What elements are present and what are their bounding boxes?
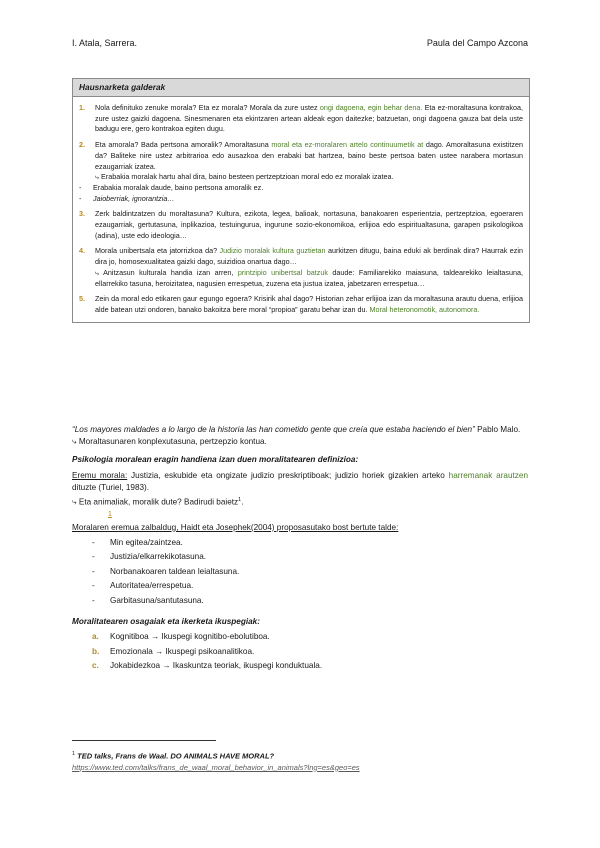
footnote-title: TED talks, Frans de Waal. DO ANIMALS HAVE MORAL? [77, 751, 275, 761]
question-2 [79, 140, 523, 183]
virtues-heading: Moralaren eremua zalbaldug, Haidt eta Josephek(2004) proposasutako bost bertute talde: [72, 522, 399, 532]
question-number: 5. [79, 294, 85, 304]
highlight-text: moral eta ez-moralaren artelo continuumetik at [271, 140, 424, 150]
question-4 [79, 246, 523, 289]
text-run: Eta ez-moraltasuna kontrakoa, zure ustez gaizki dagoena. Sinesmenaren eta ekintzaren artean aldeak egon daitezke; batzuetan, ongi dagoena gauza bat dela uste badugu ere, gero kontrakoa egiten dugu. [95, 103, 523, 134]
animals-note: ⤷ Eta animaliak, moralik dute? Badirudi baietz$^1$. [72, 497, 244, 507]
text-run: dituzte (Turiel, 1983). [72, 483, 150, 492]
text-run: Zein da moral edo etikaren gaur egungo egoera? Krisirik ahal dago? Historian zehar erlijioa izan da moraltasuna arautu duena, erlijioa alde batean utzi ondoren, banako bakoitza bere moral “propioa” garatu behar izan du. [95, 294, 523, 314]
question-number: 2. [79, 140, 85, 150]
definition-heading: Psikologia moralean eragin handiena izan duen moralitatearen definizioa: [72, 455, 359, 464]
virtue-item [72, 565, 528, 580]
virtue-text: Min egitea/zaintzea. [110, 537, 183, 547]
virtue-text: Autoritatea/errespetua. [110, 581, 194, 591]
virtue-item [72, 536, 528, 551]
virtue-item [72, 550, 528, 565]
text-run: ⤷ Eta animaliak, moralik dute? Badirudi baietz [72, 497, 239, 507]
question-1 [79, 103, 523, 135]
bullet: - [92, 566, 95, 576]
footnote [72, 749, 528, 773]
question-text [95, 140, 523, 183]
question-number: 3. [79, 209, 85, 219]
moral-domain-definition [72, 470, 528, 494]
quote-note: ⤷ Moraltasunaren konplexutasuna, pertzepzio kontua. [72, 437, 267, 446]
term-label: Eremu morala: [72, 471, 128, 480]
bullet: - [92, 595, 95, 605]
component-item [72, 630, 528, 645]
box-body [73, 97, 529, 322]
question-text: Zerk baldintzatzen du moraltasuna? Kultura, ezikota, legea, balioak, nortasuna, banakoaren esperientzia, pertzeptzioa, egoeraren ezaugarriak, gertutasuna, inplikazioa, testuingurua, ingurune sozio-ekonomikoa, erlijioa edo espiritualtasuna, garapen psikologikoa (adina), uste edo ideologia… [95, 209, 523, 240]
highlight-text: Moral heteronomotik, autonomora. [369, 304, 480, 314]
text-run: dago. Amoraltasuna existitzen da? Baliteke nire ustez arbitrarioa edo ausazkoa den erabaki bat hartzea, baino beste pertsoa baten ustee narabera mortasun ezaugarriak izatea. [95, 140, 523, 171]
highlight-text: ongi dagoena, egin behar dena. [319, 103, 423, 112]
question-3 [79, 209, 523, 241]
dash-item: - Jaioberriak, ignorantzia… [79, 193, 175, 203]
quote [72, 424, 528, 436]
dash-item: - Erabakia moralak daude, baino pertsona amoralik ez. [79, 182, 264, 192]
footnote-mark: 1 [72, 751, 76, 757]
letter-marker: c. [92, 661, 99, 671]
main-content [72, 424, 528, 674]
footnote-ref[interactable]: 1 [238, 497, 242, 503]
component-text: Jokabidezkoa → Ikaskuntza teoriak, ikuspegi konduktuala. [110, 661, 323, 671]
letter-marker: b. [92, 646, 100, 656]
component-item [72, 645, 528, 660]
bullet: - [92, 552, 95, 562]
virtues-list [72, 536, 528, 609]
header-left: I. Atala, Sarrera. [72, 38, 138, 48]
text-run: ⤷ Anitzasun kulturala handia izan arren, [95, 267, 238, 277]
dash-text: Jaioberriak, ignorantzia… [93, 193, 175, 203]
components-heading: Moralitatearen osagaiak eta ikerketa ikuspegiak: [72, 617, 260, 627]
sub-note [95, 268, 523, 289]
components-list [72, 630, 528, 674]
box-title: Hausnarketa galderak [73, 79, 529, 97]
sub-note: ⤷ Erabakia moralak hartu ahal dira, baino besteen pertzeptzioan moral edo ez moralak izatea. [95, 172, 394, 182]
virtue-item [72, 594, 528, 609]
question-number: 4. [79, 246, 85, 256]
text-run: Nola definituko zenuke morala? Eta ez morala? Morala da zure ustez [95, 103, 320, 112]
virtue-item [72, 579, 528, 594]
highlight-text: Judizio moralak kultura guztietan [219, 246, 326, 256]
question-5 [79, 294, 523, 315]
quote-text: “Los mayores maldades a lo largo de la historia las han cometido gente que creía que estaba haciendo el bien” [72, 425, 475, 434]
text-run: daude: Familiarekiko maiasuna, taldearekiko leialtasuna, ellarrekiko tasuna, heroizitatea, nagusien errespetua, zuzena eta justua izatea, jabetzaren errespetua… [95, 267, 523, 288]
highlight-text: printzipio unibertsal batzuk [237, 267, 328, 277]
quote-author: Pablo Malo. [474, 425, 521, 434]
virtue-text: Justizia/elkarrekikotasuna. [110, 552, 207, 562]
component-text: Emozionala → Ikuspegi psikoanalitikoa. [110, 646, 255, 656]
text-run: aurkitzen ditugu, baina eduki ak berdinak dira? Haurrak ezin dira jo, homosexualitatea gaizki dago, suizidioa onartua dago… [95, 246, 523, 267]
text-run: Justizia, eskubide eta ongizate judizio preskriptiboak; judizio horiek gizakien arteko [127, 471, 449, 480]
reflection-questions-box [72, 78, 530, 323]
text-run: Eta amorala? Bada pertsona amoralik? Amoraltasuna [95, 140, 272, 150]
bullet: - [92, 581, 95, 591]
question-text [95, 103, 523, 135]
question-number: 1. [79, 103, 85, 112]
component-text: Kognitiboa → Ikuspegi kognitibo-ebolutiboa. [110, 632, 270, 642]
footnote-separator [72, 740, 216, 741]
question-text [95, 246, 523, 289]
component-item [72, 659, 528, 674]
virtue-text: Norbanakoaren taldean leialtasuna. [110, 566, 240, 576]
highlight-text: harremanak arautzen [448, 471, 529, 480]
virtue-text: Garbitasuna/santutasuna. [110, 595, 204, 605]
question-text [95, 294, 523, 315]
bullet: - [92, 537, 95, 547]
footnote-anchor[interactable]: 1 [108, 510, 112, 518]
footnote-link[interactable]: https://www.ted.com/talks/frans_de_waal_moral_behavior_in_animals?lng=es&geo=es [72, 762, 360, 772]
text-run: Morala unibertsala eta jatorrizkoa da? [95, 246, 220, 256]
letter-marker: a. [92, 632, 99, 642]
dash-text: Erabakia moralak daude, baino pertsona amoralik ez. [93, 182, 264, 192]
header-right: Paula del Campo Azcona [426, 38, 528, 48]
